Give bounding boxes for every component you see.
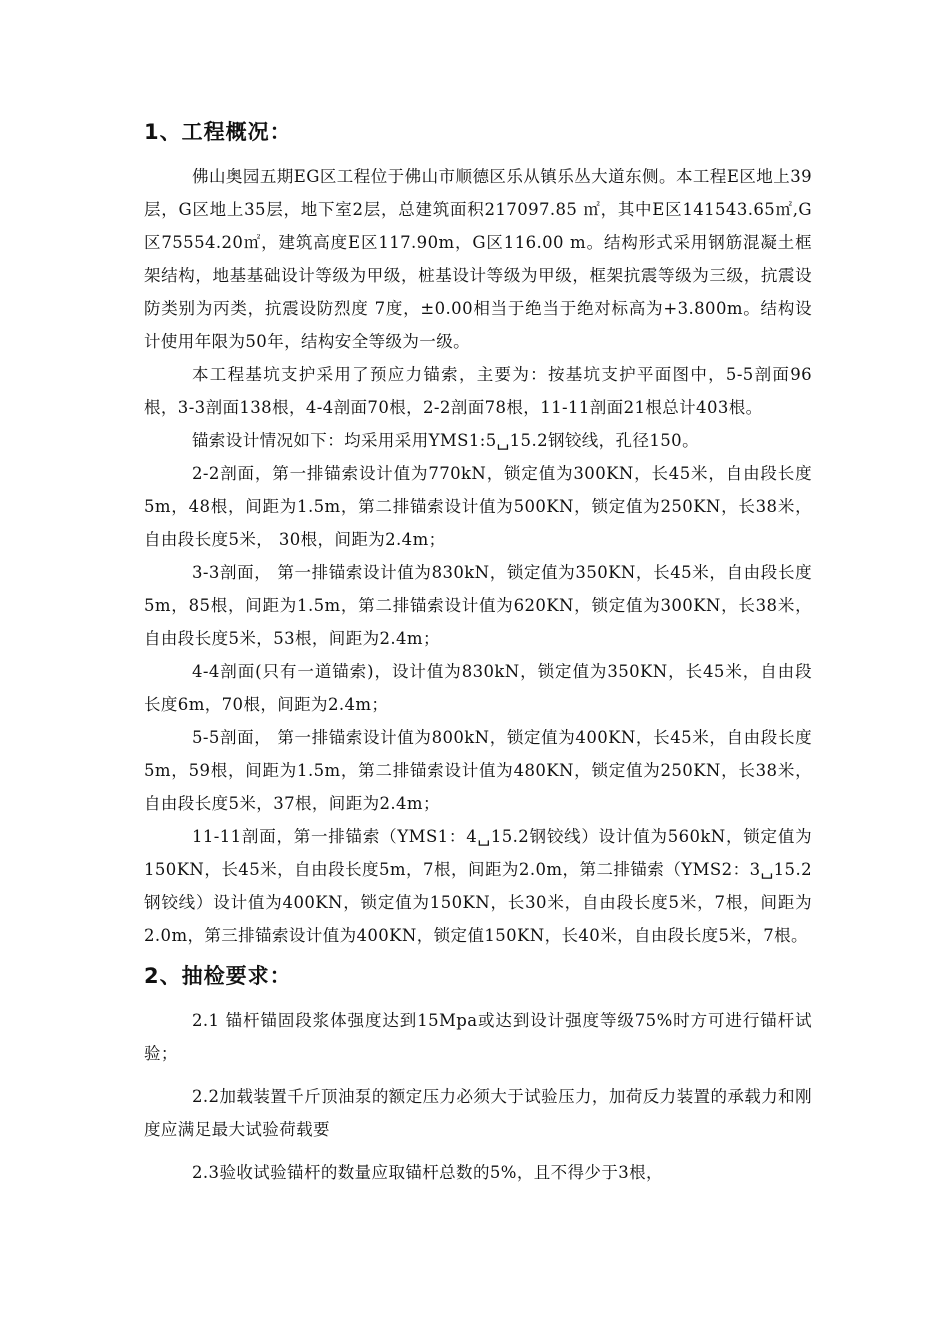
section-heading-project-overview: 1、工程概况： <box>144 120 292 144</box>
document-body <box>144 112 812 1199</box>
paragraph-anchor-design: 锚索设计情况如下：均采用采用YMS1:5␣15.2钢铰线，孔径150。 <box>192 431 699 450</box>
paragraph-requirement-2-2: 2.2加载装置千斤顶油泵的额定压力必须大于试验压力，加荷反力装置的承载力和刚度应满足最大试验荷载要 <box>144 1087 812 1139</box>
paragraph-section-3-3: 3-3剖面， 第一排锚索设计值为830kN，锁定值为350KN，长45米，自由段长度5m，85根，间距为1.5m，第二排锚索设计值为620KN，锁定值为300KN，长38米，自由段长度5米，53根，间距为2.4m； <box>144 563 812 648</box>
paragraph-requirement-2-3: 2.3验收试验锚杆的数量应取锚杆总数的5%，且不得少于3根， <box>192 1163 663 1182</box>
paragraph-section-11-11: 11-11剖面，第一排锚索（YMS1：4␣15.2钢铰线）设计值为560kN，锁定值为150KN，长45米，自由段长度5m，7根，间距为2.0m，第二排锚索（YMS2：3␣15.2钢铰线）设计值为400KN，锁定值为150KN，长30米，自由段长度5米，7根，间距为2.0m，第三排锚索设计值为400KN，锁定值150KN，长40米，自由段长度5米，7根。 <box>144 827 812 945</box>
section-project-overview <box>144 112 812 952</box>
paragraph-anchor-totals: 本工程基坑支护采用了预应力锚索，主要为：按基坑支护平面图中，5-5剖面96根，3-3剖面138根，4-4剖面70根，2-2剖面78根，11-11剖面21根总计403根。 <box>144 365 812 417</box>
paragraph-section-5-5: 5-5剖面， 第一排锚索设计值为800kN，锁定值为400KN，长45米，自由段长度5m，59根，间距为1.5m，第二排锚索设计值为480KN，锁定值为250KN，长38米，自由段长度5米，37根，间距为2.4m； <box>144 728 812 813</box>
paragraph-section-4-4: 4-4剖面(只有一道锚索)，设计值为830kN，锁定值为350KN，长45米，自由段长度6m，70根，间距为2.4m； <box>144 662 812 714</box>
section-inspection-requirements <box>144 956 812 1189</box>
paragraph-requirement-2-1: 2.1 锚杆锚固段浆体强度达到15Mpa或达到设计强度等级75%时方可进行锚杆试验； <box>144 1011 812 1063</box>
paragraph-project-description: 佛山奥园五期EG区工程位于佛山市顺德区乐从镇乐丛大道东侧。本工程E区地上39层，G区地上35层，地下室2层，总建筑面积217097.85 ㎡，其中E区141543.65㎡,G区75554.20㎡，建筑高度E区117.90m，G区116.00 m。结构形式采用钢筋混凝土框架结构，地基基础设计等级为甲级，桩基设计等级为甲级，框架抗震等级为三级，抗震设防类别为丙类，抗震设防烈度 7度，±0.00相当于绝当于绝对标高为+3.800m。结构设计使用年限为50年，结构安全等级为一级。 <box>144 167 812 351</box>
paragraph-section-2-2: 2-2剖面，第一排锚索设计值为770kN，锁定值为300KN，长45米，自由段长度5m，48根，间距为1.5m，第二排锚索设计值为500KN，锁定值为250KN，长38米，自由段长度5米， 30根，间距为2.4m； <box>144 464 812 549</box>
section-heading-inspection-requirements: 2、抽检要求： <box>144 964 292 988</box>
